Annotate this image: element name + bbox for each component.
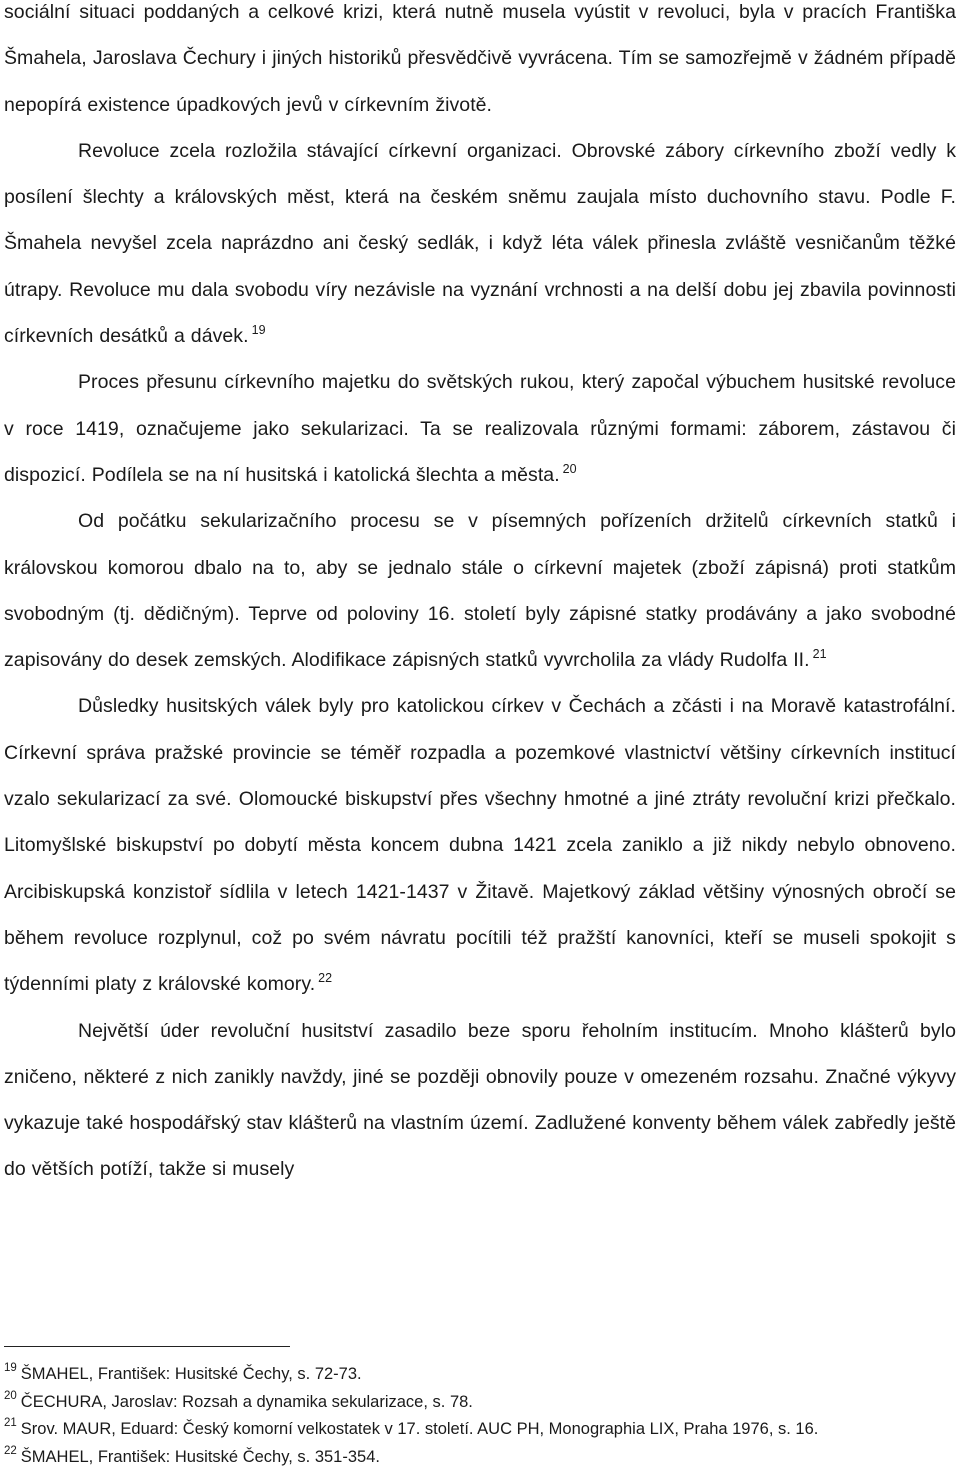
footnote-number: 20 (4, 1389, 17, 1402)
paragraph (4, 498, 956, 683)
footnote-ref[interactable]: 20 (562, 461, 577, 476)
footnote-text: ŠMAHEL, František: Husitské Čechy, s. 72-73. (20, 1365, 362, 1383)
footnote-ref[interactable]: 21 (812, 647, 827, 662)
paragraph-text: Důsledky husitských válek byly pro katolickou církev v Čechách a zčásti i na Moravě katastrofální. Církevní správa pražské provincie se téměř rozpadla a pozemkové vlastnictví většiny církevních institucí vzalo sekularizací za své. Olomoucké biskupství přes všechny hmotné a jiné ztráty revoluční krizi přečkalo. Litomyšlské biskupství po dobytí města koncem dubna 1421 zcela zaniklo a již nikdy nebylo obnoveno. Arcibiskupská konzistoř sídlila v letech 1421-1437 v Žitavě. Majetkový základ většiny výnosných obročí se během revoluce rozplynul, což po svém návratu pocítili též pražští kanovníci, kteří se museli spokojit s týdenními platy z královské komory. (4, 695, 956, 996)
footnote (4, 1417, 956, 1445)
paragraph (4, 1008, 956, 1193)
paragraph-text: Proces přesunu církevního majetku do světských rukou, který započal výbuchem husitské revoluce v roce 1419, označujeme jako sekularizaci. Ta se realizovala různými formami: záborem, zástavou či dispozicí. Podílela se na ní husitská i katolická šlechta a města. (4, 371, 956, 486)
paragraph (4, 359, 956, 498)
footnote-number: 22 (4, 1444, 17, 1457)
footnote-text: ČECHURA, Jaroslav: Rozsah a dynamika sekularizace, s. 78. (20, 1392, 473, 1411)
paragraph (4, 0, 956, 128)
footnote (4, 1390, 956, 1418)
footnote-number: 19 (4, 1362, 17, 1374)
paragraph (4, 128, 956, 359)
footnotes (4, 1362, 956, 1472)
paragraph (4, 683, 956, 1007)
footnote-separator (4, 1346, 290, 1347)
footnote-ref[interactable]: 22 (318, 971, 333, 986)
footnote-ref[interactable]: 19 (251, 323, 266, 338)
paragraph-text: Revoluce zcela rozložila stávající církevní organizaci. Obrovské zábory církevního zboží vedly k posílení šlechty a královských měst, která na českém sněmu zaujala místo duchovního stavu. Podle F. Šmahela nevyšel zcela naprázdno ani český sedlák, i když léta válek přinesla zvláště vesničanům těžké útrapy. Revoluce mu dala svobodu víry nezávisle na vyznání vrchnosti a na delší dobu jej zbavila povinnosti církevních desátků a dávek. (4, 139, 956, 348)
footnote (4, 1362, 956, 1390)
paragraph-text: Největší úder revoluční husitství zasadilo beze sporu řeholním institucím. Mnoho klášterů bylo zničeno, některé z nich zanikly navždy, jiné se později obnovily pouze v omezeném rozsahu. Značné výkyvy vykazuje také hospodářský stav klášterů na vlastním území. Zadlužené konventy během válek zabředly ještě do větších potíží, takže si musely (4, 1019, 956, 1181)
paragraph-text: sociální situaci poddaných a celkové krizi, která nutně musela vyústit v revoluci, byla v pracích Františka Šmahela, Jaroslava Čechury i jiných historiků přesvědčivě vyvrácena. Tím se samozřejmě v žádném případě nepopírá existence úpadkových jevů v církevním životě. (4, 1, 956, 116)
document-page (4, 0, 956, 1193)
body-text (4, 0, 956, 1193)
paragraph-text: Od počátku sekularizačního procesu se v písemných pořízeních držitelů církevních statků i královskou komorou dbalo na to, aby se jednalo stále o církevní majetek (zboží zápisná) proti statkům svobodným (tj. dědičným). Teprve od poloviny 16. století byly zápisné statky prodávány a jako svobodné zapisovány do desek zemských. Alodifikace zápisných statků vyvrcholila za vlády Rudolfa II. (4, 510, 956, 672)
footnote-text: ŠMAHEL, František: Husitské Čechy, s. 351-354. (20, 1447, 380, 1466)
footnote-text: Srov. MAUR, Eduard: Český komorní velkostatek v 17. století. AUC PH, Monographia LIX, Praha 1976, s. 16. (20, 1420, 819, 1439)
footnote-number: 21 (4, 1417, 17, 1430)
